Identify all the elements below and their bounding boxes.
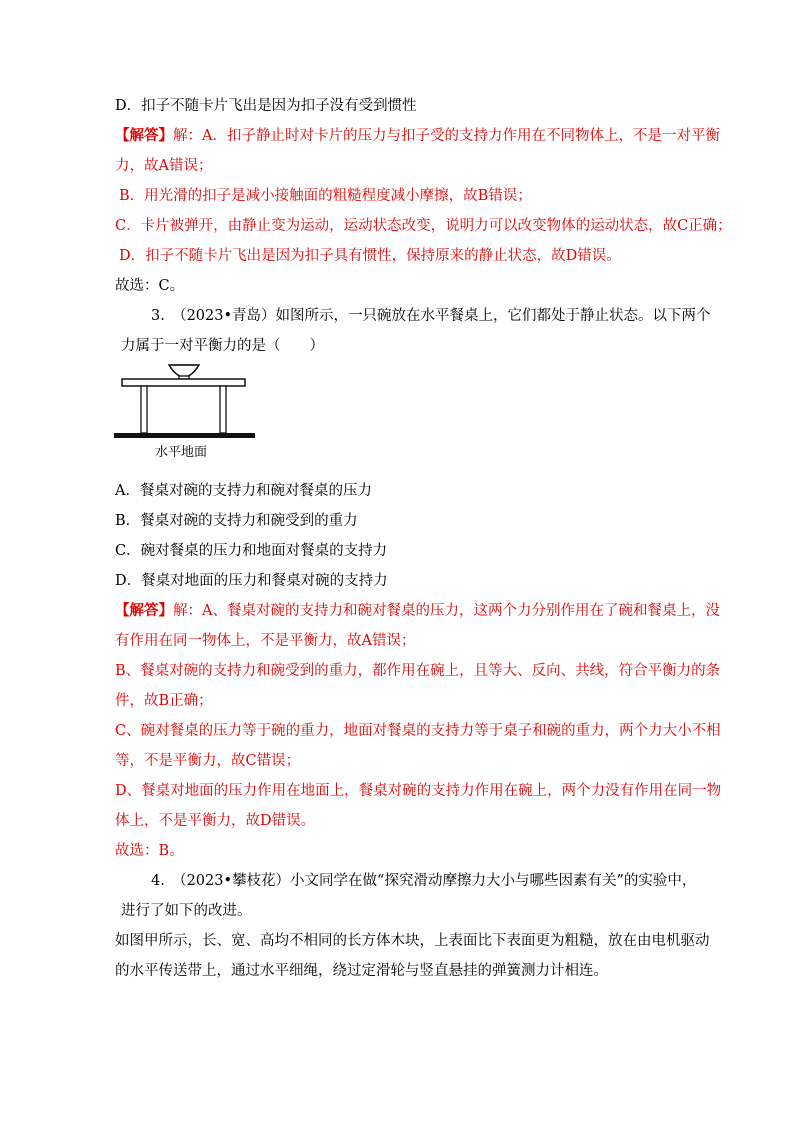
choice2: 故选：C。 bbox=[115, 278, 185, 294]
q4-stem-line-3: 如图甲所示，长、宽、高均不相同的长方体木块，上表面比下表面更为粗糙，放在由电机驱动 bbox=[115, 933, 710, 949]
answer3-line-6: 等，不是平衡力，故C错误； bbox=[115, 753, 301, 769]
answer3-line-7: D、餐桌对地面的压力作用在地面上，餐桌对碗的支持力作用在碗上，两个力没有作用在同一物 bbox=[115, 783, 722, 799]
q4-stem-line-2: 进行了如下的改进。 bbox=[121, 903, 252, 919]
choice3: 故选：B。 bbox=[115, 843, 184, 859]
answer3-line-1 bbox=[115, 601, 720, 621]
q3-option-c: C．碗对餐桌的压力和地面对餐桌的支持力 bbox=[115, 543, 388, 559]
answer3-line-4: 件，故B正确； bbox=[115, 693, 213, 709]
q3-option-a: A．餐桌对碗的支持力和碗对餐桌的压力 bbox=[115, 483, 372, 499]
q3-option-b: B．餐桌对碗的支持力和碗受到的重力 bbox=[115, 513, 358, 529]
answer-tag: 【解答】 bbox=[115, 127, 173, 144]
ground bbox=[114, 433, 255, 438]
q3-stem-line-2: 力属于一对平衡力的是（ ） bbox=[121, 338, 324, 354]
answer3-line-5: C、碗对餐桌的压力等于碗的重力，地面对餐桌的支持力等于桌子和碗的重力，两个力大小不相 bbox=[115, 723, 721, 739]
answer3-line-2: 有作用在同一物体上，不是平衡力，故A错误； bbox=[115, 633, 416, 649]
answer2-line-4: C．卡片被弹开，由静止变为运动，运动状态改变，说明力可以改变物体的运动状态，故C正确； bbox=[115, 218, 732, 234]
answer3-line-3: B、餐桌对碗的支持力和碗受到的重力，都作用在碗上，且等大、反向、共线，符合平衡力的条 bbox=[115, 663, 721, 679]
table-leg-right bbox=[220, 386, 226, 433]
q4-stem-line-4: 的水平传送带上，通过水平细绳，绕过定滑轮与竖直悬挂的弹簧测力计相连。 bbox=[115, 963, 608, 979]
q3-option-d: D．餐桌对地面的压力和餐桌对碗的支持力 bbox=[115, 573, 388, 589]
figure-caption: 水平地面 bbox=[155, 445, 208, 460]
answer2-line-2: 力，故A错误； bbox=[115, 158, 213, 174]
answer2-line-5: D．扣子不随卡片飞出是因为扣子具有惯性，保持原来的静止状态，故D错误。 bbox=[119, 248, 621, 264]
answer3-text-1: 解：A、餐桌对碗的支持力和碗对餐桌的压力，这两个力分别作用在了碗和餐桌上，没 bbox=[173, 603, 720, 619]
q4-stem-line-1: 4. （2023•攀枝花）小文同学在做“探究滑动摩擦力大小与哪些因素有关”的实验中， bbox=[151, 873, 697, 889]
answer2-line-3: B．用光滑的扣子是减小接触面的粗糙程度减小摩擦，故B错误； bbox=[119, 188, 532, 204]
q2-option-d: D．扣子不随卡片飞出是因为扣子没有受到惯性 bbox=[115, 98, 417, 114]
table-leg-left bbox=[141, 386, 147, 433]
tabletop bbox=[122, 379, 245, 386]
q3-stem-line-1: 3. （2023•青岛）如图所示，一只碗放在水平餐桌上，它们都处于静止状态。以下两个 bbox=[151, 308, 711, 324]
bowl-icon bbox=[169, 365, 199, 377]
answer-tag: 【解答】 bbox=[115, 602, 173, 619]
answer3-line-8: 体上，不是平衡力，故D错误。 bbox=[115, 813, 316, 829]
answer2-line-1 bbox=[115, 126, 720, 146]
answer2-text-1: 解：A．扣子静止时对卡片的压力与扣子受的支持力作用在不同物体上，不是一对平衡 bbox=[173, 128, 720, 144]
